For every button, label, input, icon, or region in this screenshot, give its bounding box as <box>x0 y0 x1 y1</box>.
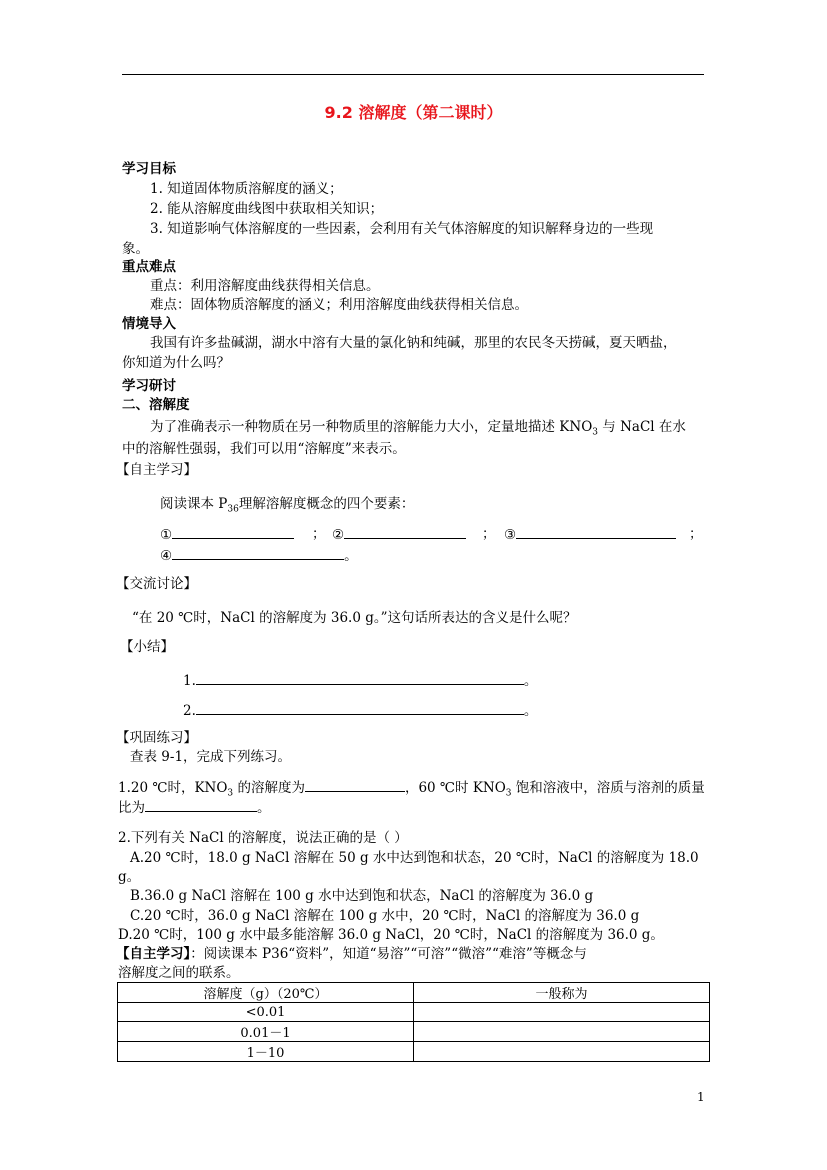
goals-heading: 学习目标 <box>122 161 176 177</box>
table-cell-term <box>414 1003 710 1022</box>
self-study-prompt: 阅读课本 $P_{36}$理解溶解度概念的四个要素： <box>160 496 415 515</box>
study-para-1: 为了准确表示一种物质在另一种物质里的溶解能力大小，定量地描述 $KNO_3$ 与 NaCl 在水 <box>150 419 686 438</box>
section-heading: 二、溶解度 <box>122 397 190 413</box>
focus-text: 重点：利用溶解度曲线获得相关信息。 <box>150 278 380 294</box>
study-para-2: 中的溶解性强弱，我们可以用“溶解度”来表示。 <box>122 441 406 457</box>
intro-line-1: 我国有许多盐碱湖，湖水中溶有大量的氯化钠和纯碱，那里的农民冬天捞碱，夏天晒盐， <box>150 335 677 351</box>
table-cell-range: <0.01 <box>118 1003 414 1022</box>
study-heading: 学习研讨 <box>122 378 176 394</box>
discussion-text: “在 20 ℃时，NaCl 的溶解度为 36.0 g。”这句话所表达的含义是什么呢？ <box>132 610 577 626</box>
intro-line-2: 你知道为什么吗？ <box>122 355 230 371</box>
question-2: 2.下列有关 NaCl 的溶解度，说法正确的是（ ） <box>118 830 408 846</box>
discussion-heading: 【交流讨论】 <box>116 576 197 592</box>
goal-1: 1. 知道固体物质溶解度的涵义； <box>150 181 343 197</box>
blank-3: ③ <box>504 524 676 545</box>
goal-3: 3. 知道影响气体溶解度的一些因素，会利用有关气体溶解度的知识解释身边的一些现 <box>150 221 654 237</box>
option-c: C.20 ℃时，36.0 g NaCl 溶解在 100 g 水中，20 ℃时，NaCl 的溶解度为 36.0 g <box>130 908 640 924</box>
sep-2: ； <box>482 526 496 542</box>
table-header-solubility: 溶解度（g）（20℃） <box>118 983 414 1003</box>
question-1: 1.20 ℃时，$KNO_3$ 的溶解度为 ，60 ℃时 $KNO_3$ 饱和溶液中，溶质与溶剂的质量 <box>118 777 705 804</box>
option-a-cont: g。 <box>118 869 141 885</box>
table-row <box>118 1003 710 1022</box>
practice-heading: 【巩固练习】 <box>116 730 197 746</box>
keypoints-heading: 重点难点 <box>122 259 176 275</box>
header-rule <box>122 74 704 75</box>
table-cell-range: 0.01－1 <box>118 1022 414 1042</box>
option-d: D.20 ℃时，100 g 水中最多能溶解 36.0 g NaCl，20 ℃时，NaCl 的溶解度为 36.0 g。 <box>118 927 664 943</box>
option-b: B.36.0 g NaCl 溶解在 100 g 水中达到饱和状态，NaCl 的溶解度为 36.0 g <box>130 888 594 904</box>
difficulty-text: 难点：固体物质溶解度的涵义；利用溶解度曲线获得相关信息。 <box>150 297 528 313</box>
table-header-row <box>118 983 710 1003</box>
self-study-2-cont: 溶解度之间的联系。 <box>118 965 240 981</box>
summary-heading: 【小结】 <box>120 639 174 655</box>
blank-2: ② <box>332 524 466 545</box>
option-a: A.20 ℃时，18.0 g NaCl 溶解在 50 g 水中达到饱和状态，20 ℃时，NaCl 的溶解度为 18.0 <box>130 850 699 866</box>
sep-1: ； <box>312 526 326 542</box>
solubility-table <box>117 982 710 1062</box>
table-header-term: 一般称为 <box>414 983 710 1003</box>
intro-heading: 情境导入 <box>122 316 176 332</box>
table-row <box>118 1022 710 1042</box>
table-cell-term <box>414 1022 710 1042</box>
goal-2: 2. 能从溶解度曲线图中获取相关知识； <box>150 201 384 217</box>
self-study-heading: 【自主学习】 <box>116 462 197 478</box>
practice-lookup: 查表 9-1，完成下列练习。 <box>130 749 292 765</box>
table-row <box>118 1042 710 1062</box>
table-cell-range: 1－10 <box>118 1042 414 1062</box>
summary-2: 2. 。 <box>183 700 537 721</box>
blank-1: ① <box>160 524 294 545</box>
blank-4: ④ 。 <box>160 545 358 566</box>
self-study-2: 【自主学习】：阅读课本 P36“资料”，知道“易溶”“可溶”“微溶”“难溶”等概念与 <box>116 946 587 962</box>
page-number: 1 <box>697 1090 705 1104</box>
summary-1: 1. 。 <box>183 670 537 691</box>
goal-3-cont: 象。 <box>122 241 149 257</box>
question-1-cont: 比为 。 <box>118 797 271 818</box>
sep-3: ； <box>689 526 703 542</box>
table-cell-term <box>414 1042 710 1062</box>
page-title: 9.2 溶解度（第二课时） <box>324 103 503 122</box>
